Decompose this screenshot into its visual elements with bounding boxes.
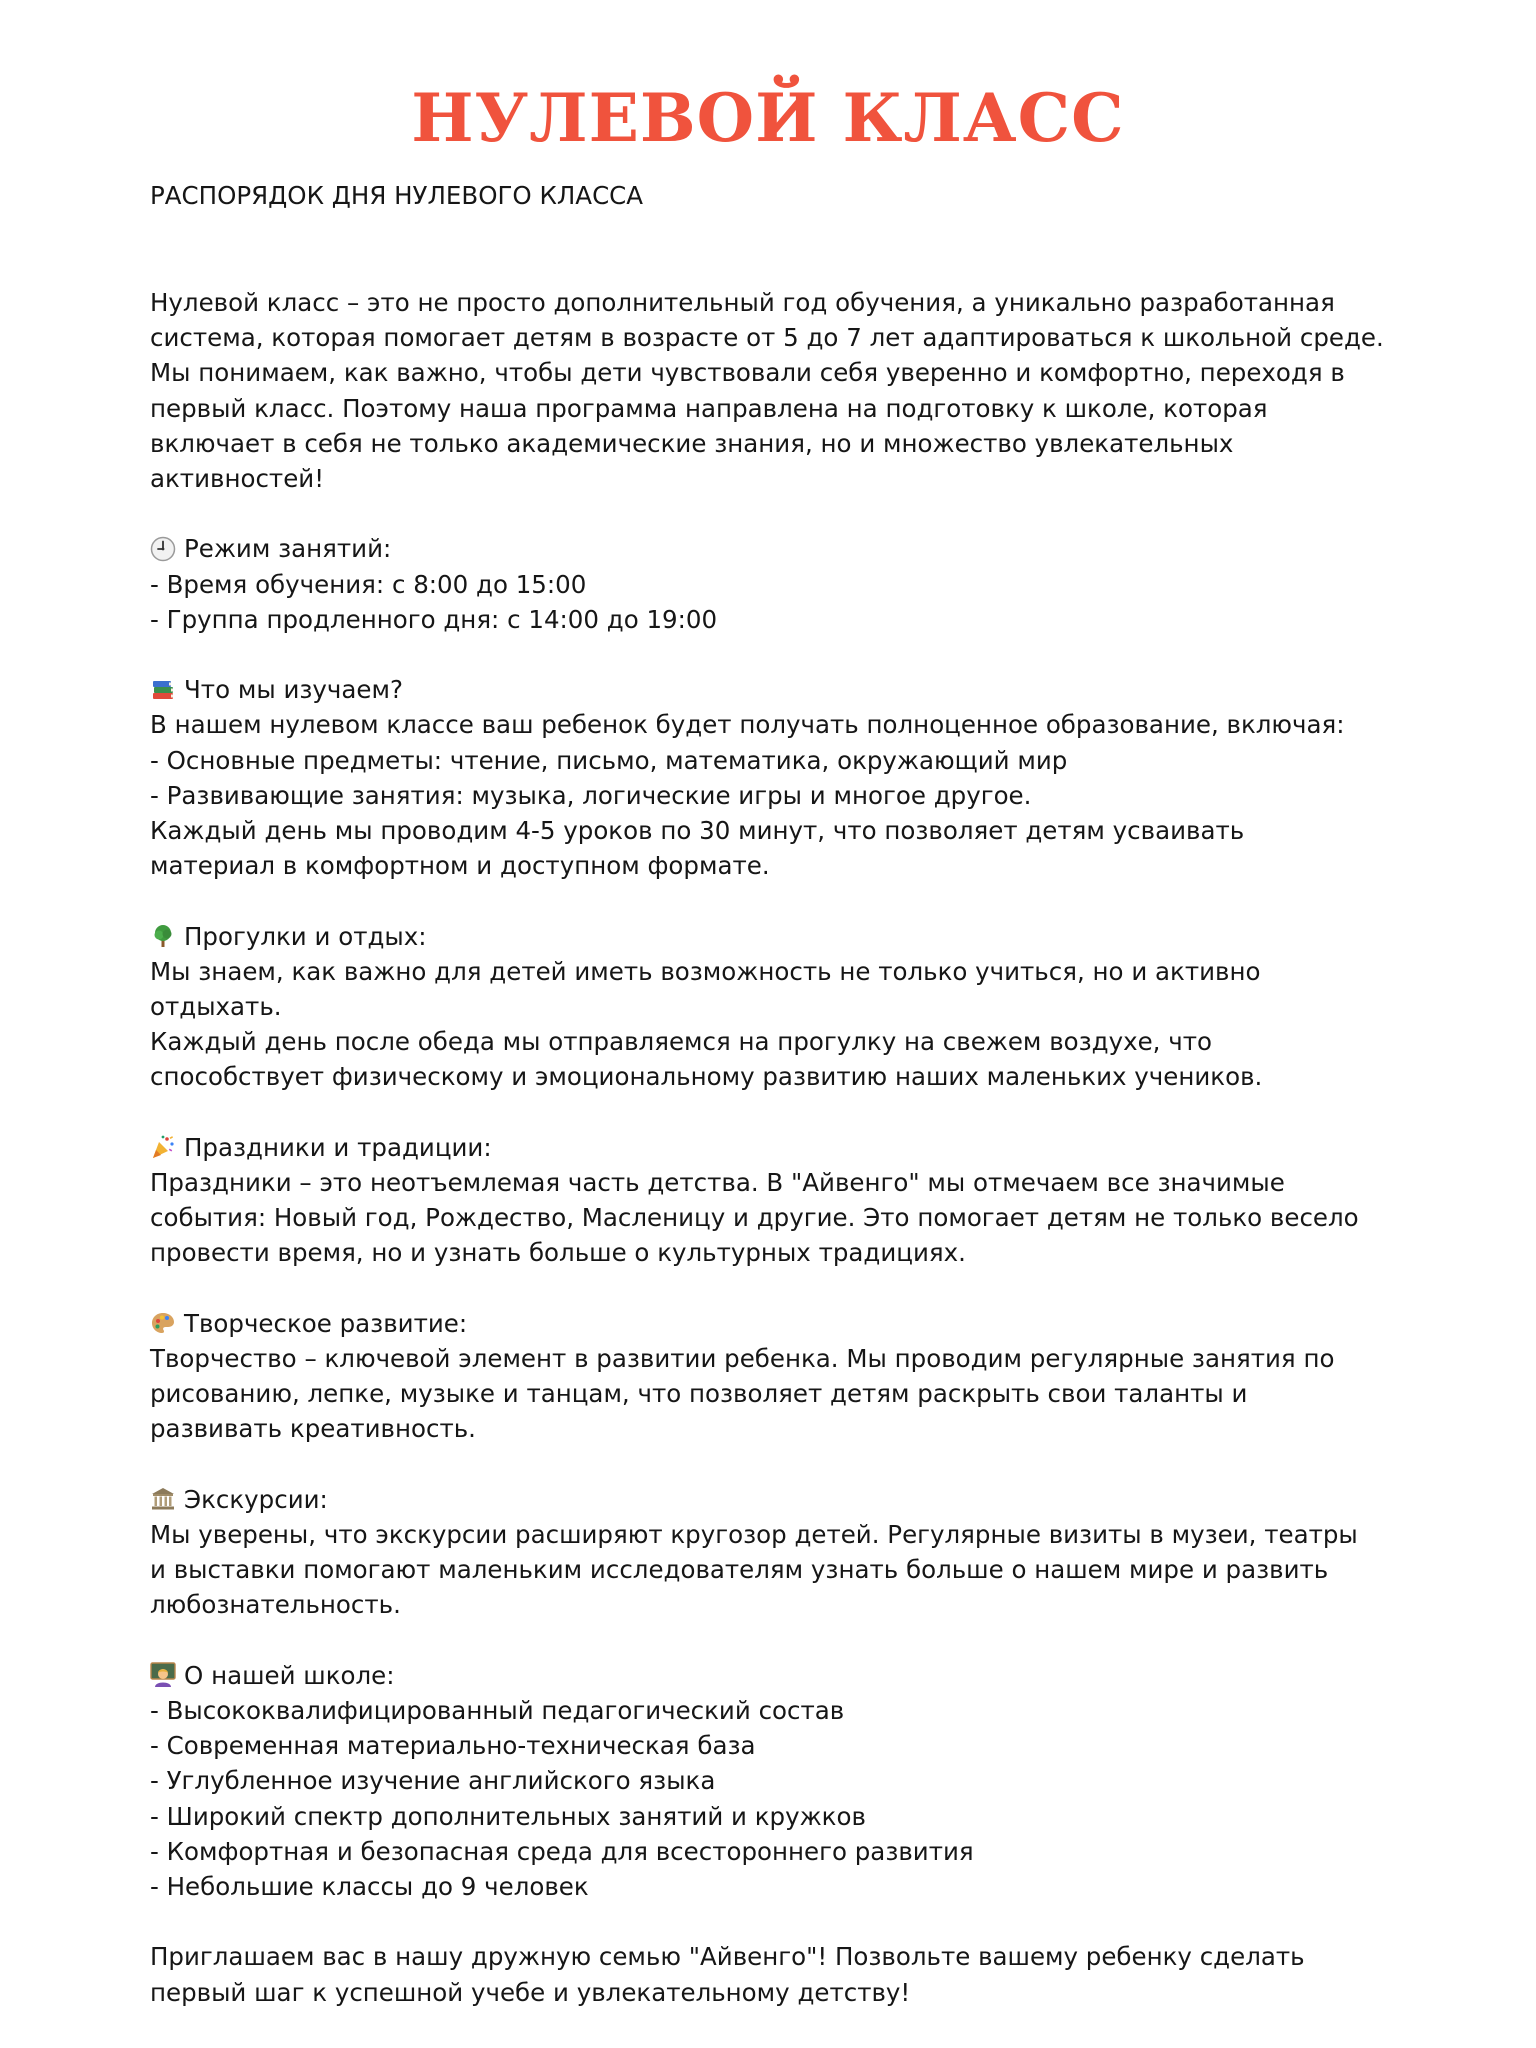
section-holidays (150, 1130, 1386, 1271)
walks-line: Мы знаем, как важно для детей иметь возможность не только учиться, но и активно отдыхать. (150, 956, 1261, 1022)
section-heading (150, 531, 1386, 566)
walks-line: Каждый день после обеда мы отправляемся на прогулку на свежем воздухе, что (150, 1027, 1212, 1057)
intro-line: первый класс. Поэтому наша программа направлена на подготовку к школе, которая (150, 393, 1268, 423)
party-popper-icon (150, 1134, 176, 1160)
section-heading-text: Что мы изучаем? (184, 675, 403, 705)
section-heading (150, 1658, 1386, 1693)
study-line: Каждый день мы проводим 4-5 уроков по 30 минут, что позволяет детям усваивать (150, 816, 1245, 846)
study-line: В нашем нулевом классе ваш ребенок будет получать полноценное образование, включая: (150, 710, 1345, 740)
excursions-line: Мы уверены, что экскурсии расширяют кругозор детей. Регулярные визиты в музеи, театры (150, 1520, 1358, 1550)
section-walks (150, 919, 1386, 1095)
school-line: - Углубленное изучение английского языка (150, 1766, 716, 1796)
section-heading (150, 672, 1386, 707)
school-line: - Широкий спектр дополнительных занятий и кружков (150, 1801, 866, 1831)
intro-line: система, которая помогает детям в возрасте от 5 до 7 лет адаптироваться к школьной среде. (150, 323, 1384, 353)
study-line: - Основные предметы: чтение, письмо, математика, окружающий мир (150, 745, 1068, 775)
school-line: - Современная материально-техническая база (150, 1731, 756, 1761)
section-excursions (150, 1482, 1386, 1623)
walks-line: способствует физическому и эмоциональному развитию наших маленьких учеников. (150, 1062, 1263, 1092)
closing-paragraph (150, 1939, 1386, 2009)
section-heading-text: Творческое развитие: (184, 1308, 468, 1338)
spacer (150, 637, 1386, 672)
section-heading (150, 919, 1386, 954)
spacer (150, 883, 1386, 918)
creative-line: развивать креативность. (150, 1414, 476, 1444)
section-heading-text: О нашей школе: (184, 1660, 395, 1690)
study-line: - Развивающие занятия: музыка, логические игры и многое другое. (150, 780, 1032, 810)
school-line: - Высококвалифицированный педагогический состав (150, 1696, 845, 1726)
section-school (150, 1658, 1386, 1904)
section-study (150, 672, 1386, 883)
holidays-line: провести время, но и узнать больше о культурных традициях. (150, 1238, 966, 1268)
section-heading-text: Режим занятий: (184, 534, 392, 564)
tree-icon (150, 923, 176, 949)
intro-paragraph (150, 285, 1386, 496)
study-line: материал в комфортном и доступном формате. (150, 851, 770, 881)
books-icon (150, 677, 176, 703)
school-line: - Комфортная и безопасная среда для всестороннего развития (150, 1836, 974, 1866)
spacer (150, 1904, 1386, 1939)
section-creative (150, 1306, 1386, 1447)
intro-line: включает в себя не только академические знания, но и множество увлекательных (150, 428, 1234, 458)
teacher-icon (150, 1662, 176, 1688)
creative-line: рисованию, лепке, музыке и танцам, что позволяет детям раскрыть свои таланты и (150, 1379, 1248, 1409)
school-line: - Небольшие классы до 9 человек (150, 1872, 589, 1902)
spacer (150, 1447, 1386, 1482)
intro-line: Нулевой класс – это не просто дополнительный год обучения, а уникально разработанная (150, 288, 1335, 317)
closing-line: Приглашаем вас в нашу дружную семью "Айвенго"! Позвольте вашему ребенку сделать (150, 1942, 1305, 1972)
clock-icon (150, 536, 176, 562)
section-heading (150, 1130, 1386, 1165)
section-heading (150, 1482, 1386, 1517)
section-heading (150, 1306, 1386, 1341)
page-title: НУЛЕВОЙ КЛАСС (411, 79, 1125, 157)
document-body (150, 285, 1386, 2010)
spacer (150, 1623, 1386, 1658)
intro-line: активностей! (150, 464, 325, 494)
closing-line: первый шаг к успешной учебе и увлекательному детству! (150, 1977, 911, 2007)
schedule-line: - Группа продленного дня: с 14:00 до 19:00 (150, 604, 718, 634)
spacer (150, 1095, 1386, 1130)
holidays-line: события: Новый год, Рождество, Масленицу и другие. Это помогает детям не только весело (150, 1203, 1359, 1233)
page-subtitle: РАСПОРЯДОК ДНЯ НУЛЕВОГО КЛАССА (150, 181, 644, 210)
section-heading-text: Праздники и традиции: (184, 1132, 492, 1162)
section-schedule (150, 531, 1386, 637)
excursions-line: любознательность. (150, 1590, 401, 1620)
palette-icon (150, 1310, 176, 1336)
spacer (150, 496, 1386, 531)
intro-line: Мы понимаем, как важно, чтобы дети чувствовали себя уверенно и комфортно, переходя в (150, 358, 1345, 388)
museum-icon (150, 1486, 176, 1512)
holidays-line: Праздники – это неотъемлемая часть детства. В "Айвенго" мы отмечаем все значимые (150, 1168, 1285, 1198)
section-heading-text: Прогулки и отдых: (184, 921, 427, 951)
spacer (150, 1271, 1386, 1306)
schedule-line: - Время обучения: с 8:00 до 15:00 (150, 569, 587, 599)
creative-line: Творчество – ключевой элемент в развитии ребенка. Мы проводим регулярные занятия по (150, 1344, 1335, 1374)
excursions-line: и выставки помогают маленьким исследователям узнать больше о нашем мире и развить (150, 1555, 1329, 1585)
section-heading-text: Экскурсии: (184, 1484, 328, 1514)
